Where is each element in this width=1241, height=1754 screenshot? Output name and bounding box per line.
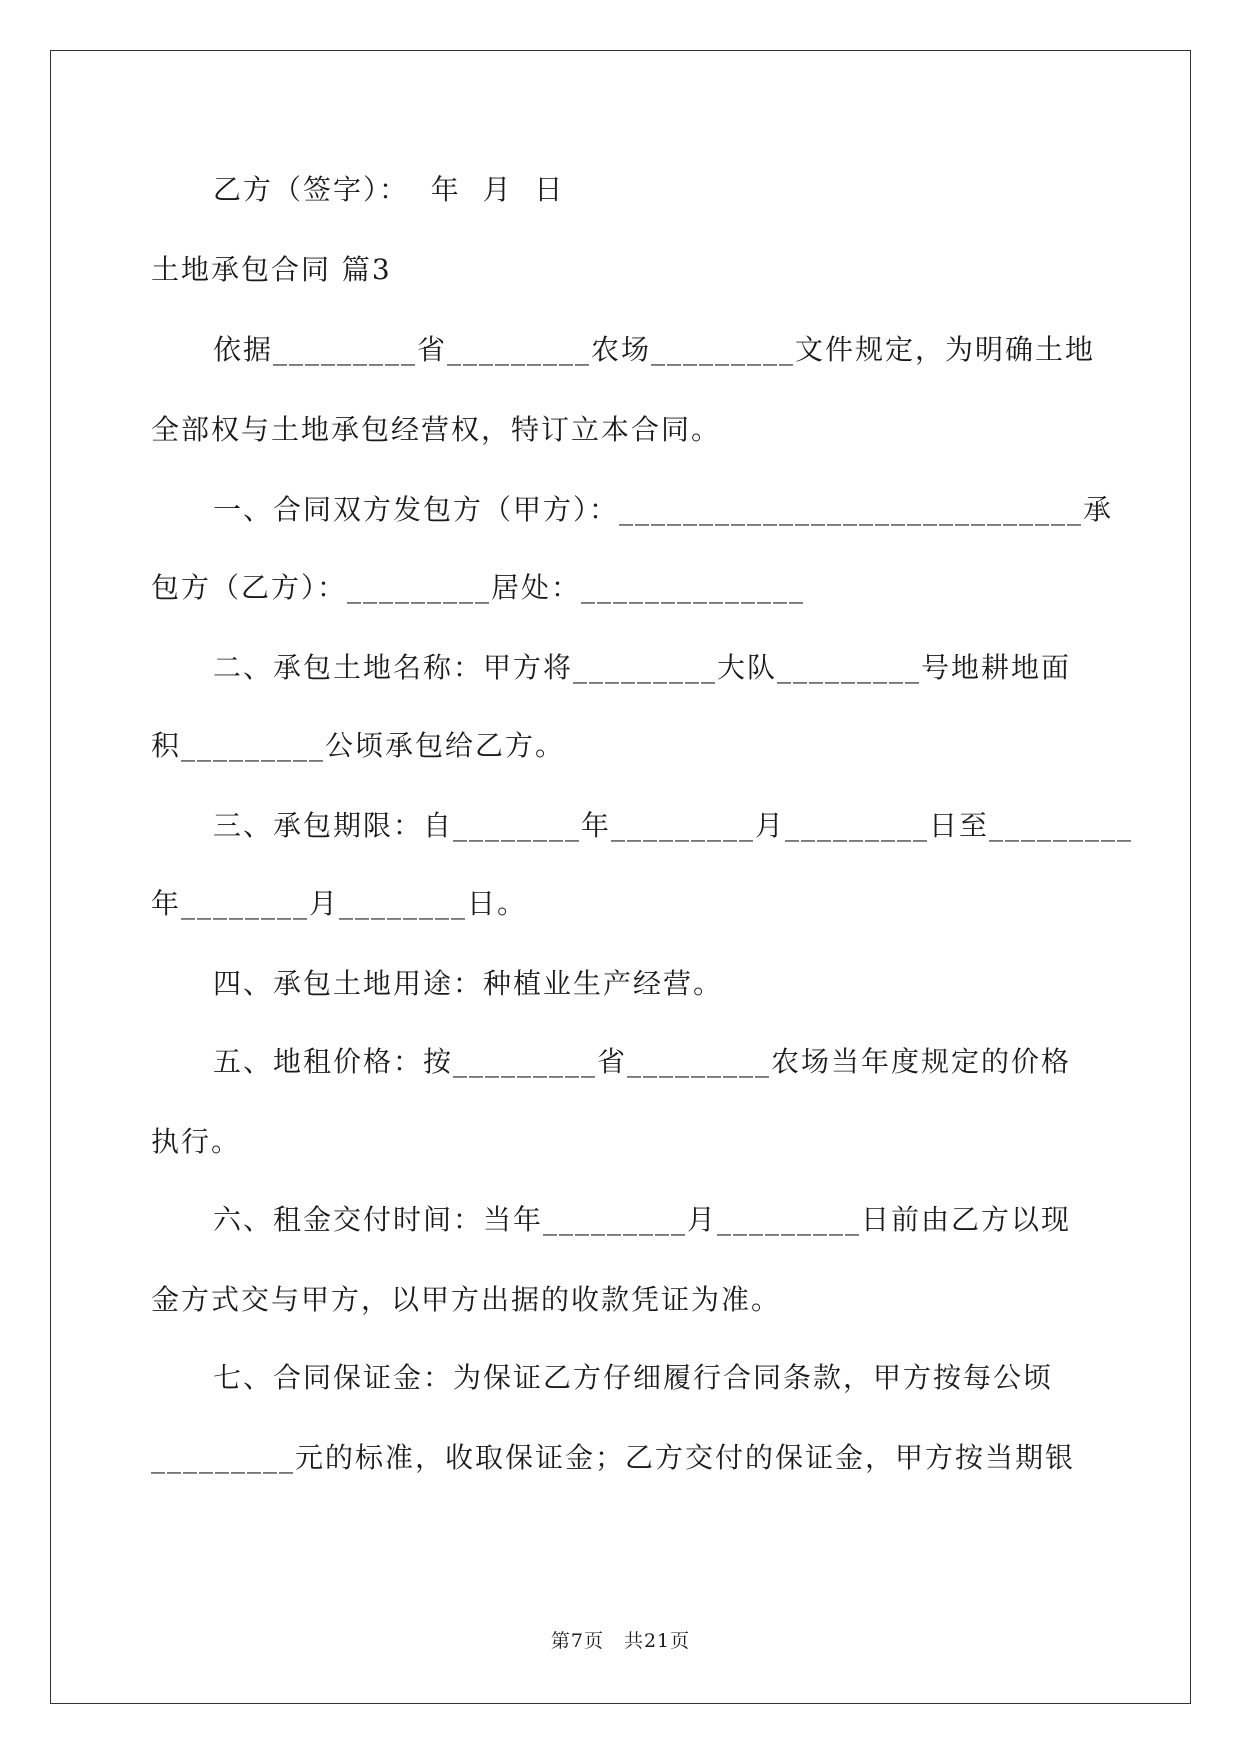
clause-2-line: 二、承包土地名称：甲方将_________大队_________号地耕地面 (213, 651, 1072, 684)
clause-2-line: 积_________公顷承包给乙方。 (151, 729, 566, 762)
clause-1-line: 包方（乙方）：_________居处：______________ (151, 571, 806, 604)
clause-4-line: 四、承包土地用途：种植业生产经营。 (213, 967, 724, 1000)
clause-5-line: 执行。 (151, 1125, 242, 1158)
clause-7-line: _________元的标准，收取保证金；乙方交付的保证金，甲方按当期银 (151, 1441, 1076, 1474)
paragraph-line: 全部权与土地承包经营权，特订立本合同。 (151, 413, 722, 446)
clause-3-line: 年________月________日。 (151, 887, 528, 920)
clause-6-line: 金方式交与甲方，以甲方出据的收款凭证为准。 (151, 1283, 782, 1316)
page-number-footer: 第7页 共21页 (550, 1630, 691, 1652)
section-heading: 土地承包合同 篇3 (151, 253, 392, 286)
paragraph-line: 依据_________省_________农场_________文件规定，为明确土地 (213, 333, 1096, 366)
clause-1-line: 一、合同双方发包方（甲方）：_____________________________承 (213, 493, 1114, 526)
clause-5-line: 五、地租价格：按_________省_________农场当年度规定的价格 (213, 1045, 1072, 1078)
signature-line: 乙方（签字）： 年 月 日 (213, 173, 565, 206)
clause-6-line: 六、租金交付时间：当年_________月_________日前由乙方以现 (213, 1203, 1072, 1236)
clause-3-line: 三、承包期限：自________年_________月_________日至_________ (213, 809, 1134, 842)
clause-7-line: 七、合同保证金：为保证乙方仔细履行合同条款，甲方按每公顷 (213, 1361, 1054, 1394)
